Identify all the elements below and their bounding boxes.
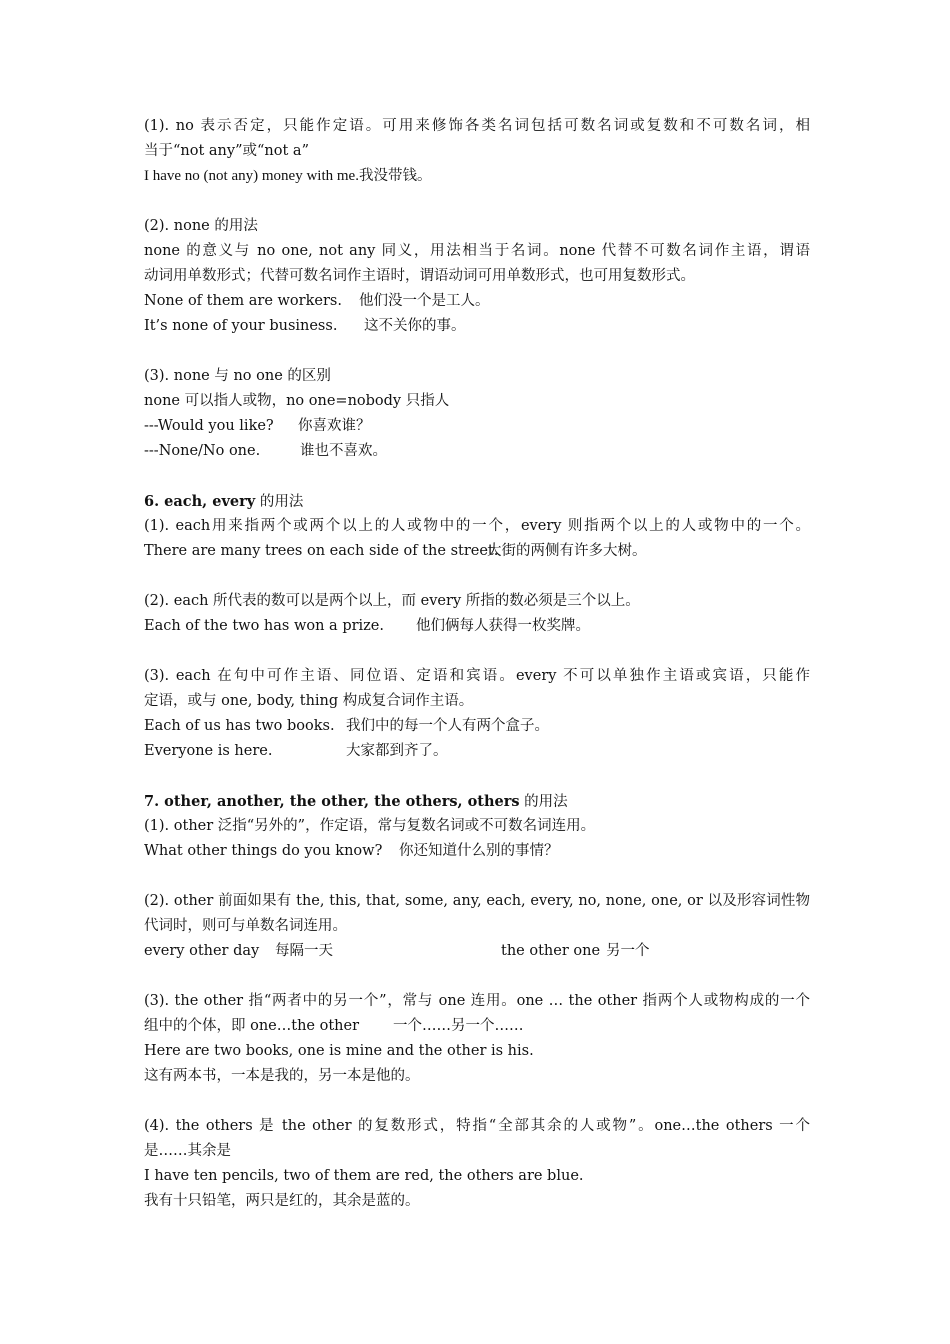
other-p1: (1). other 泛指“另外的”，作定语，常与复数名词或不可数名词连用。 <box>144 818 596 834</box>
each-every-p1: (1). each用来指两个或两个以上的人或物中的一个，every 则指两个以上的人或物中的一个。 <box>144 518 810 534</box>
dialog-question <box>144 414 810 439</box>
other-p3-line2-a: 组中的个体，即 one…the other <box>144 1018 360 1034</box>
none-usage-desc-line1: none 的意义与 no one, not any 同义，用法相当于名词。none 代替不可数名词作主语，谓语 <box>144 243 810 259</box>
other-p2-examples <box>144 939 810 964</box>
spacer <box>144 764 810 789</box>
example-zh: 每隔一天 <box>275 943 333 959</box>
example-zh: 这不关你的事。 <box>364 318 466 334</box>
example-en: every other day <box>144 943 260 959</box>
spacer <box>144 464 810 489</box>
no-usage-line2: 当于“not any”或“not a” <box>144 143 309 159</box>
other-p4-line1: (4). the others 是 the other 的复数形式，特指“全部其余的人或物”。one…the others 一个 <box>144 1118 810 1134</box>
none-usage-example-2 <box>144 314 810 339</box>
other-p2-line1: (2). other 前面如果有 the, this, that, some, any, each, every, no, none, one, or 以及形容词性物 <box>144 893 810 909</box>
example-en: ---None/No one. <box>144 443 261 459</box>
spacer <box>144 1089 810 1114</box>
example-en: Each of the two has won a prize. <box>144 618 384 634</box>
each-every-p1-example <box>144 539 810 564</box>
example-en: It’s none of your business. <box>144 318 338 334</box>
example-zh: 我没带钱。 <box>359 168 432 184</box>
other-p1-example <box>144 839 810 864</box>
example-zh: 谁也不喜欢。 <box>300 443 387 459</box>
section-heading-other <box>144 789 810 814</box>
no-usage-line1: (1). no 表示否定，只能作定语。可用来修饰各类名词包括可数名词或复数和不可数名词，相 <box>144 118 810 134</box>
example-zh: 另一个 <box>606 943 650 959</box>
example-en: I have no (not any) money with me. <box>144 168 359 184</box>
example-zh: 我们中的每一个人有两个盒子。 <box>346 718 549 734</box>
spacer <box>144 189 810 214</box>
spacer <box>144 964 810 989</box>
example-en: the other one <box>501 943 601 959</box>
example-zh: 他们没一个是工人。 <box>359 293 490 309</box>
other-p3-example-zh: 这有两本书，一本是我的，另一本是他的。 <box>144 1068 420 1084</box>
each-every-p3-line1: (3). each 在句中可作主语、同位语、定语和宾语。every 不可以单独作主语或宾语，只能作 <box>144 668 810 684</box>
example-zh: 大家都到齐了。 <box>346 743 448 759</box>
each-every-p2-example <box>144 614 810 639</box>
other-p3-line1: (3). the other 指“两者中的另一个”，常与 one 连用。one … the other 指两个人或物构成的一个 <box>144 993 810 1009</box>
spacer <box>144 339 810 364</box>
none-vs-noone-desc: none 可以指人或物，no one=nobody 只指人 <box>144 393 450 409</box>
example-en: ---Would you like? <box>144 418 274 434</box>
none-vs-noone-title: (3). none 与 no one 的区别 <box>144 368 331 384</box>
document-page <box>144 114 810 1214</box>
each-every-p3-example-1 <box>144 714 810 739</box>
other-p2-line2: 代词时，则可与单数名词连用。 <box>144 918 347 934</box>
each-every-p3-example-2 <box>144 739 810 764</box>
section-heading-each-every <box>144 489 810 514</box>
dialog-answer <box>144 439 810 464</box>
spacer <box>144 639 810 664</box>
example-en: None of them are workers. <box>144 293 342 309</box>
spacer <box>144 564 810 589</box>
example-en: Each of us has two books. <box>144 718 335 734</box>
other-p3-line2-b: 一个……另一个…… <box>393 1018 524 1034</box>
no-usage-example <box>144 164 810 189</box>
other-p4-line2: 是……其余是 <box>144 1143 231 1159</box>
none-usage-example-1 <box>144 289 810 314</box>
example-en: Everyone is here. <box>144 743 273 759</box>
example-en: There are many trees on each side of the street. <box>144 543 499 559</box>
heading-tail: 的用法 <box>519 794 568 810</box>
other-p3-example-en: Here are two books, one is mine and the other is his. <box>144 1043 534 1059</box>
each-every-p3-line2: 定语，或与 one, body, thing 构成复合词作主语。 <box>144 693 474 709</box>
example-zh: 大街的两侧有许多大树。 <box>487 543 647 559</box>
other-p3-line2 <box>144 1014 810 1039</box>
none-usage-title: (2). none 的用法 <box>144 218 258 234</box>
example-en: What other things do you know? <box>144 843 383 859</box>
heading-tail: 的用法 <box>255 494 304 510</box>
other-p4-example-zh: 我有十只铅笔，两只是红的，其余是蓝的。 <box>144 1193 420 1209</box>
heading-bold: 6. each, every <box>144 493 256 510</box>
example-zh: 你还知道什么别的事情？ <box>399 843 559 859</box>
heading-bold: 7. other, another, the other, the others, others <box>144 793 520 810</box>
example-zh: 你喜欢谁？ <box>298 418 371 434</box>
none-usage-desc-line2: 动词用单数形式；代替可数名词作主语时，谓语动词可用单数形式，也可用复数形式。 <box>144 268 695 284</box>
example-zh: 他们俩每人获得一枚奖牌。 <box>416 618 590 634</box>
spacer <box>144 864 810 889</box>
other-p4-example-en: I have ten pencils, two of them are red, the others are blue. <box>144 1168 584 1184</box>
each-every-p2: (2). each 所代表的数可以是两个以上，而 every 所指的数必须是三个以上。 <box>144 593 640 609</box>
